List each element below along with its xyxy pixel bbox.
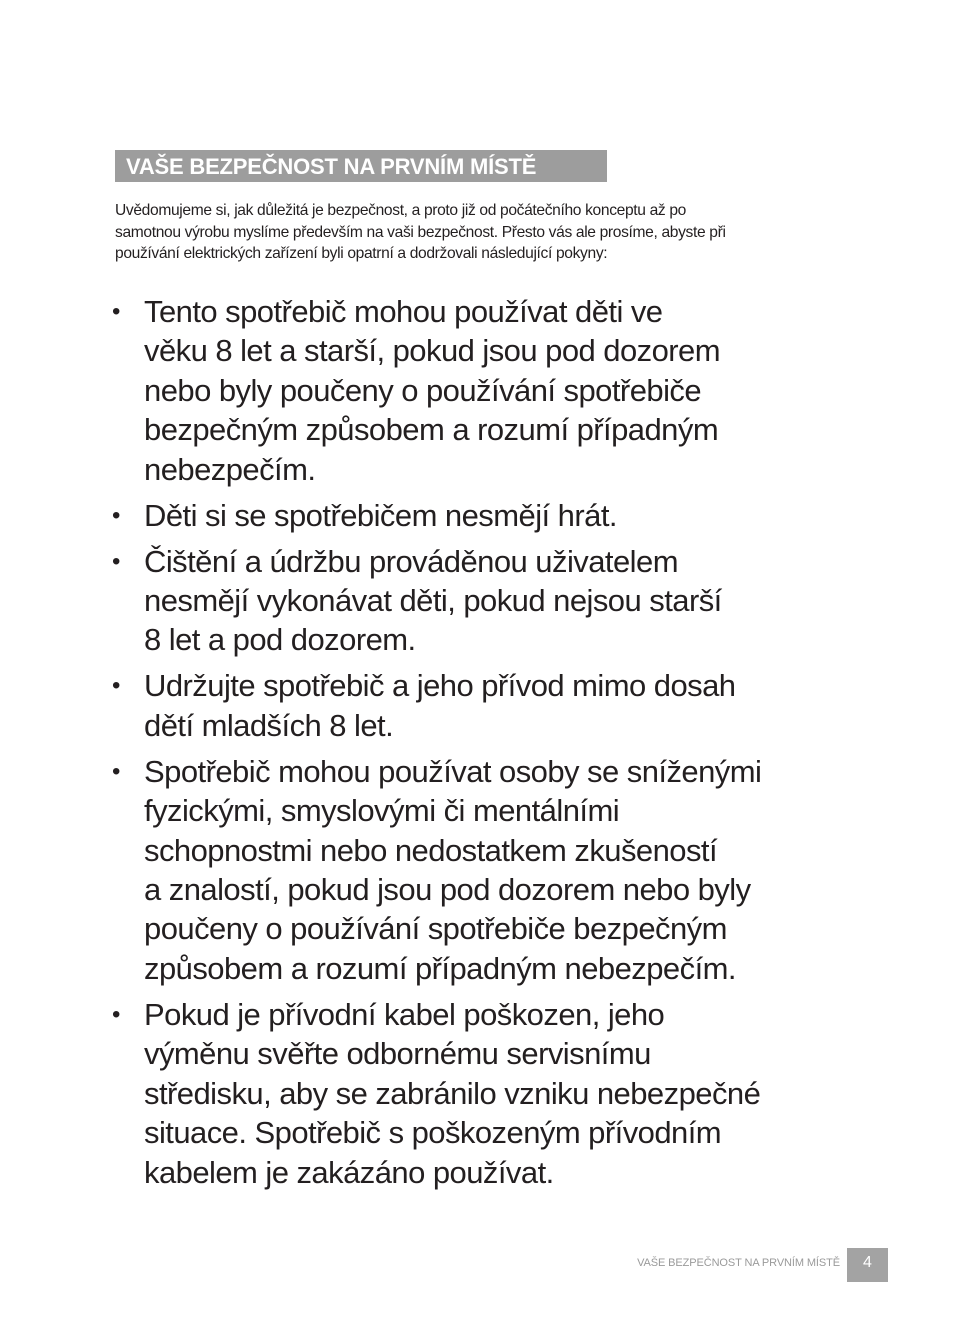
list-item-line: situace. Spotřebič s poškozeným přívodním <box>144 1115 722 1151</box>
bullet-icon: • <box>112 1000 120 1028</box>
list-item-line: poučeny o používání spotřebiče bezpečným <box>144 911 727 947</box>
page-number: 4 <box>847 1248 888 1282</box>
list-item-line: nebo byly poučeny o používání spotřebiče <box>144 372 702 408</box>
bullet-icon: • <box>112 757 120 785</box>
list-item-line: nesmějí vykonávat děti, pokud nejsou starší <box>144 583 722 619</box>
list-item <box>112 995 872 1192</box>
list-item-line: schopnostmi nebo nedostatkem zkušeností <box>144 832 718 868</box>
section-heading: VAŠE BEZPEČNOST NA PRVNÍM MÍSTĚ <box>115 150 607 182</box>
list-item-line: Čištění a údržbu prováděnou uživatelem <box>144 543 678 579</box>
list-item-line: a znalostí, pokud jsou pod dozorem nebo byly <box>144 872 751 908</box>
list-item-line: Tento spotřebič mohou používat děti ve <box>144 294 663 329</box>
list-item <box>112 666 872 745</box>
list-item-line: středisku, aby se zabránilo vzniku nebezpečné <box>144 1075 761 1111</box>
intro-line: samotnou výrobu myslíme především na vaši bezpečnost. Přesto vás ale prosíme, abyste při <box>115 223 726 241</box>
list-item-line: Pokud je přívodní kabel poškozen, jeho <box>144 996 665 1032</box>
list-item-line: fyzickými, smyslovými či mentálními <box>144 793 620 829</box>
list-item <box>112 292 872 489</box>
intro-paragraph <box>115 200 855 265</box>
list-item <box>112 752 872 988</box>
list-item-line: 8 let a pod dozorem. <box>144 622 416 658</box>
list-item <box>112 542 872 660</box>
list-item-line: způsobem a rozumí případným nebezpečím. <box>144 950 736 986</box>
bullet-icon: • <box>112 298 120 325</box>
safety-instructions-list <box>112 292 872 1199</box>
list-item-line: Děti si se spotřebičem nesmějí hrát. <box>144 497 617 533</box>
bullet-icon: • <box>112 672 120 700</box>
intro-line: používání elektrických zařízení byli opatrní a dodržovali následující pokyny: <box>115 245 608 263</box>
list-item-line: Udržujte spotřebič a jeho přívod mimo dosah <box>144 668 736 704</box>
list-item-line: Spotřebič mohou používat osoby se sníženými <box>144 753 762 789</box>
list-item-line: dětí mladších 8 let. <box>144 707 394 743</box>
list-item <box>112 496 872 535</box>
bullet-icon: • <box>112 501 120 529</box>
list-item-line: věku 8 let a starší, pokud jsou pod dozorem <box>144 333 721 369</box>
list-item-line: nebezpečím. <box>144 451 316 487</box>
list-item-line: kabelem je zakázáno používat. <box>144 1154 554 1190</box>
bullet-icon: • <box>112 547 120 575</box>
list-item-line: bezpečným způsobem a rozumí případným <box>144 412 719 448</box>
intro-line: Uvědomujeme si, jak důležitá je bezpečnost, a proto již od počátečního konceptu až po <box>115 202 686 219</box>
list-item-line: výměnu svěřte odbornému servisnímu <box>144 1036 651 1072</box>
footer-section-title: VAŠE BEZPEČNOST NA PRVNÍM MÍSTĚ <box>637 1257 840 1269</box>
